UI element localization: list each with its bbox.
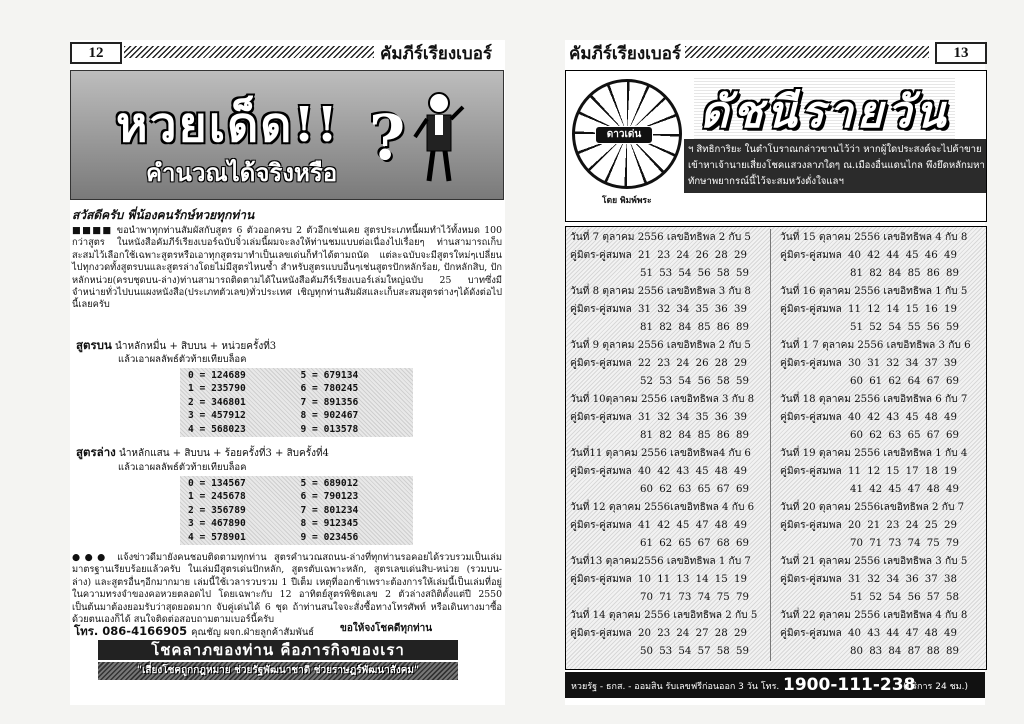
day-pair-numbers: คู่มิตร-คู่สมพล 40 42 44 45 46 49 bbox=[780, 250, 957, 261]
grid-cell: 1 = 235790 bbox=[188, 383, 246, 395]
cartoon-figure-icon bbox=[411, 89, 467, 185]
day-pair-numbers-cont: 50 53 54 57 58 59 bbox=[640, 646, 749, 657]
header-hatch bbox=[685, 46, 929, 58]
day-pair-numbers-cont: 60 62 63 65 67 69 bbox=[640, 484, 749, 495]
left-page bbox=[70, 40, 505, 705]
day-pair-numbers-cont: 81 82 84 85 86 89 bbox=[850, 268, 959, 279]
good-luck-slogan: ขอให้จงโชคดีทุกท่าน bbox=[340, 623, 433, 634]
formula-bottom-sub: แล้วเอาผลลัพธ์ตัวท้ายเทียบล็อค bbox=[118, 462, 247, 473]
grid-cell: 0 = 134567 bbox=[188, 478, 246, 489]
day-date: วันที่ 19 ตุลาคม 2556 เลขอิทธิพล 1 กับ 4 bbox=[780, 448, 968, 459]
grid-cell: 9 = 013578 bbox=[300, 423, 359, 435]
greeting: สวัสดีครับ พี่น้องคนรักษ์หวยทุกท่าน bbox=[72, 208, 255, 222]
grid-cell: 8 = 902467 bbox=[300, 410, 359, 422]
day-pair-numbers-cont: 81 82 84 85 86 89 bbox=[640, 430, 749, 441]
formula-bottom-desc: นำหลักแสน + สิบบน + ร้อยครั้งที่3 + สิบครั้งที่4 bbox=[118, 448, 329, 459]
closing-paragraph: ●●● แจ้งข่าวดีมายังคนชอบติดตามทุกท่าน สูตรคำนวณสถนน-ล่างที่ทุกท่านรอคอยได้รวบรวมเป็นเล่มมาตรฐานเรียบร้อยแล้วครับ ในเล่มมีสูตรเด่นปักหลัก, สูตรตับเฉพาะหลัก, สูตรเลขเด่นสิบ-หน่วย (รวมบน-ล่าง) และสูตรอื่นๆอีกมากมาย เล่มนี้ใช้เวลารวบรวม 1 ปีเต็ม เหตุที่ออกช้าเพราะต้องการให้เล่มนี้เป็นเล่มที่อยู่ในความทรงจำของคอหวยตลอดไป โดยเฉพาะกับ 12 อาทิตย์สูตรพิชิตเลข 2 ตัวล่างสถิติดั้งแต่ปี 2550 เป็นต้นมาต้องยอมรับว่าสุดยอดมาก จับคู่เด่นได้ 6 ชุด ถ้าท่านสนใจจะสั่งซื้อทางโทรศัพท์ หรือเดินทางมาซื้อด้วยตนเองก็ได้ สนใจติดต่อสอบถามตามเบอร์นี้ครับ bbox=[72, 552, 502, 626]
formula-top-name: สูตรบน bbox=[76, 338, 112, 352]
grid-cell: 0 = 124689 bbox=[188, 370, 246, 381]
day-pair-numbers: คู่มิตร-คู่สมพล 20 21 23 24 25 29 bbox=[780, 520, 957, 531]
day-date: วันที่ 22 ตุลาคม 2556 เลขอิทธิพล 4 กับ 8 bbox=[780, 610, 968, 621]
day-pair-numbers-cont: 51 53 54 56 58 59 bbox=[640, 268, 749, 279]
day-date: วันที่ 12 ตุลาคม 2556เลขอิทธิพล 4 กับ 6 bbox=[570, 502, 755, 513]
day-entry bbox=[570, 607, 770, 661]
day-date: วันที่ 14 ตุลาคม 2556 เลขอิทธิพล 2 กับ 5 bbox=[570, 610, 758, 621]
day-pair-numbers: คู่มิตร-คู่สมพล 40 43 44 47 48 49 bbox=[780, 628, 957, 639]
day-entry bbox=[570, 229, 770, 283]
day-date: วันที่11 ตุลาคม 2556 เลขอิทธิพล4 กับ 6 bbox=[570, 448, 751, 459]
grid-cell: 5 = 679134 bbox=[300, 370, 359, 381]
day-entry bbox=[780, 553, 980, 607]
hotline-footer bbox=[565, 672, 985, 698]
day-date: วันที่ 9 ตุลาคม 2556 เลขอิทธิพล 2 กับ 5 bbox=[570, 340, 751, 351]
day-entry bbox=[780, 229, 980, 283]
grid-cell: 4 = 578901 bbox=[188, 531, 246, 543]
grid-cell: 6 = 780245 bbox=[300, 383, 359, 395]
formula-top-desc: นำหลักหมื่น + สิบบน + หน่วยครั้งที่3 bbox=[115, 341, 277, 352]
right-header bbox=[565, 40, 985, 64]
day-date: วันที่ 20 ตุลาคม 2556เลขอิทธิพล 2 กับ 7 bbox=[780, 502, 965, 513]
day-pair-numbers-cont: 60 61 62 64 67 69 bbox=[850, 376, 959, 387]
day-pair-numbers: คู่มิตร-คู่สมพล 10 11 13 14 15 19 bbox=[570, 574, 747, 585]
wheel-label: ดาวเด่น bbox=[595, 126, 653, 144]
banner-title: หวยเด็ด!! bbox=[116, 97, 340, 153]
grid-cell: 9 = 023456 bbox=[300, 531, 359, 543]
author-byline: โดย พิมพ์พระ bbox=[602, 196, 652, 206]
formula-bottom-grid bbox=[180, 476, 413, 545]
hotline-number: 1900-111-238 bbox=[783, 675, 916, 695]
grid-cell: 1 = 245678 bbox=[188, 491, 246, 503]
day-pair-numbers: คู่มิตร-คู่สมพล 31 32 34 35 36 39 bbox=[570, 412, 747, 423]
zodiac-wheel-icon bbox=[572, 79, 682, 189]
day-pair-numbers-cont: 61 62 65 67 68 69 bbox=[640, 538, 749, 549]
day-pair-numbers-cont: 70 71 73 74 75 79 bbox=[640, 592, 749, 603]
day-entry bbox=[570, 283, 770, 337]
day-date: วันที่ 15 ตุลาคม 2556 เลขอิทธิพล 4 กับ 8 bbox=[780, 232, 968, 243]
day-column-1 bbox=[570, 229, 771, 661]
banner-question-mark: ? bbox=[369, 101, 406, 174]
contact-phone: โทร. 086-4166905 bbox=[74, 624, 188, 638]
daily-index-header bbox=[565, 70, 987, 222]
day-pair-numbers: คู่มิตร-คู่สมพล 30 31 32 34 37 39 bbox=[780, 358, 957, 369]
day-pair-numbers: คู่มิตร-คู่สมพล 11 12 14 15 16 19 bbox=[780, 304, 957, 315]
grid-cell: 4 = 568023 bbox=[188, 423, 246, 435]
day-date: วันที่13 ตุลาคม2556 เลขอิทธิพล 1 กับ 7 bbox=[570, 556, 751, 567]
day-date: วันที่ 8 ตุลาคม 2556 เลขอิทธิพล 3 กับ 8 bbox=[570, 286, 751, 297]
day-pair-numbers: คู่มิตร-คู่สมพล 22 23 24 26 28 29 bbox=[570, 358, 747, 369]
day-entry bbox=[570, 337, 770, 391]
day-entry bbox=[780, 283, 980, 337]
footer-text: หวยรัฐ - ธกส. - ออมสิน รับเลขฟรีก่อนออก 3 วัน โทร. bbox=[571, 682, 780, 692]
grid-cell: 7 = 891356 bbox=[300, 396, 359, 408]
grid-cell: 3 = 457912 bbox=[188, 410, 246, 422]
day-pair-numbers: คู่มิตร-คู่สมพล 21 23 24 26 28 29 bbox=[570, 250, 747, 261]
day-pair-numbers-cont: 60 62 63 65 67 69 bbox=[850, 430, 959, 441]
mission-bar: โชคลาภของท่าน คือภารกิจของเรา bbox=[98, 640, 458, 660]
brand-logo: คัมภีร์เรียงเบอร์ bbox=[565, 40, 685, 67]
left-header bbox=[70, 40, 505, 64]
day-pair-numbers: คู่มิตร-คู่สมพล 20 23 24 27 28 29 bbox=[570, 628, 747, 639]
banner-subtitle: คำนวณได้จริงหรือ bbox=[146, 158, 338, 187]
day-pair-numbers: คู่มิตร-คู่สมพล 40 42 43 45 48 49 bbox=[570, 466, 747, 477]
formula-top-grid bbox=[180, 368, 413, 437]
header-hatch bbox=[124, 46, 374, 58]
motto-bar: "เสี่ยงโชคถูกกฎหมาย ช่วยรัฐพัฒนาชาติ ช่วยราษฎร์พัฒนาสังคม" bbox=[98, 662, 458, 680]
contact-name: คุณชัญ ผจก.ฝ่ายลูกค้าสัมพันธ์ bbox=[191, 627, 315, 638]
day-column-2 bbox=[780, 229, 980, 661]
day-entry bbox=[570, 553, 770, 607]
grid-cell: 5 = 689012 bbox=[300, 478, 359, 489]
day-pair-numbers: คู่มิตร-คู่สมพล 31 32 34 35 36 39 bbox=[570, 304, 747, 315]
day-pair-numbers-cont: 81 82 84 85 86 89 bbox=[640, 322, 749, 333]
grid-cell: 2 = 346801 bbox=[188, 396, 246, 408]
day-pair-numbers: คู่มิตร-คู่สมพล 31 32 34 36 37 38 bbox=[780, 574, 957, 585]
day-entry bbox=[780, 445, 980, 499]
day-pair-numbers-cont: 52 53 54 56 58 59 bbox=[640, 376, 749, 387]
page-number: 13 bbox=[935, 42, 987, 64]
day-date: วันที่ 18 ตุลาคม 2556 เลขอิทธิพล 6 กับ 7 bbox=[780, 394, 968, 405]
day-entry bbox=[780, 607, 980, 661]
formula-top-sub: แล้วเอาผลลัพธ์ตัวท้ายเทียบล็อค bbox=[118, 354, 247, 365]
day-date: วันที่ 7 ตุลาคม 2556 เลขอิทธิพล 2 กับ 5 bbox=[570, 232, 751, 243]
right-page bbox=[565, 40, 985, 705]
day-pair-numbers-cont: 51 52 54 56 57 58 bbox=[850, 592, 959, 603]
section-title: ดัชนีรายวัน bbox=[694, 77, 955, 147]
formula-bottom-name: สูตรล่าง bbox=[76, 445, 116, 459]
grid-cell: 2 = 356789 bbox=[188, 504, 246, 516]
footer-service: (บริการ 24 ชม.) bbox=[903, 682, 968, 692]
day-pair-numbers: คู่มิตร-คู่สมพล 11 12 15 17 18 19 bbox=[780, 466, 957, 477]
page-number: 12 bbox=[70, 42, 122, 64]
day-pair-numbers: คู่มิตร-คู่สมพล 41 42 45 47 48 49 bbox=[570, 520, 747, 531]
day-pair-numbers-cont: 41 42 45 47 48 49 bbox=[850, 484, 959, 495]
day-entry bbox=[780, 391, 980, 445]
grid-cell: 3 = 467890 bbox=[188, 518, 246, 530]
grid-cell: 8 = 912345 bbox=[300, 518, 359, 530]
day-entry bbox=[570, 499, 770, 553]
day-date: วันที่ 16 ตุลาคม 2556 เลขอิทธิพล 1 กับ 5 bbox=[780, 286, 968, 297]
hero-banner bbox=[70, 70, 504, 200]
day-entry bbox=[780, 499, 980, 553]
day-entry bbox=[570, 445, 770, 499]
day-pair-numbers-cont: 51 52 54 55 56 59 bbox=[850, 322, 959, 333]
day-entry bbox=[780, 337, 980, 391]
day-pair-numbers: คู่มิตร-คู่สมพล 40 42 43 45 48 49 bbox=[780, 412, 957, 423]
grid-cell: 7 = 801234 bbox=[300, 504, 359, 516]
day-entry bbox=[570, 391, 770, 445]
contact-line bbox=[74, 623, 314, 641]
day-pair-numbers-cont: 80 83 84 87 88 89 bbox=[850, 646, 959, 657]
intro-paragraph: ■■■■ ขอนำพาทุกท่านสัมผัสกับสูตร 6 ตัวออกครบ 2 ตัวอีกเช่นเคย สูตรประเภทนี้ผมทำไว้ทั้งหมด 100 กว่าสูตร ในหนังสือคัมภีร์เรียงเบอร์ฉบับจิ๋วเล่มนี้ผมจะลงให้ท่านชมแบบต่อเนื่องไปเรื่อยๆ ท่านสามารถเก็บสะสมไว้เลือกใช้เฉพาะสูตรหรือเอาทุกสูตรมาทำเป็นเลขเด่นก็ทำได้ตามถนัด แต่ละฉบับจะมีสูตรใหม่ๆเปลี่ยนไปทุกงวดทั้งสูตรบนและสูตรล่างโดยไม่มีสูตรไหนซ้ำ สำหรับสูตรแบบอื่นๆเช่นสูตรปักหลักร้อย, ปักหลักสิบ, ปักหลักหน่วย(ครบชุดบน-ล่าง)ท่านสามารถติดตามได้ในหนังสือคัมภีร์เรียงเบอร์เล่มใหญ่ฉบับ 25 บาทซึ่งมีจำหน่ายทั่วไปบนแผงหนังสือ(ประเภทตัวเลข)ทั่วประเทศ เชิญทุกท่านสัมผัสและเก็บสะสมสูตรต่างๆได้ดังต่อไปนี้เลยครับ bbox=[72, 225, 502, 311]
section-intro: ฯ สิทธิการิยะ ในตำโบราณกล่าวขานไว้ว่า หากผู้ใดประสงค์จะไปค้าขาย เข้าหาเจ้านายเสี่ยงโชคแสวงลาภใดๆ ณ.เมืองอื่นแดนไกล พึงยึดหลักมหาทักษาพยากรณ์นี้ไว้จะสมหวังดั่งใจแลฯ bbox=[684, 139, 987, 193]
daily-number-table bbox=[565, 226, 987, 670]
day-date: วันที่ 10ตุลาคม 2556 เลขอิทธิพล 3 กับ 8 bbox=[570, 394, 755, 405]
day-date: วันที่ 1 7 ตุลาคม 2556 เลขอิทธิพล 3 กับ 6 bbox=[780, 340, 971, 351]
brand-logo: คัมภีร์เรียงเบอร์ bbox=[376, 40, 496, 67]
grid-cell: 6 = 790123 bbox=[300, 491, 359, 503]
day-date: วันที่ 21 ตุลาคม 2556 เลขอิทธิพล 3 กับ 5 bbox=[780, 556, 968, 567]
day-pair-numbers-cont: 70 71 73 74 75 79 bbox=[850, 538, 959, 549]
